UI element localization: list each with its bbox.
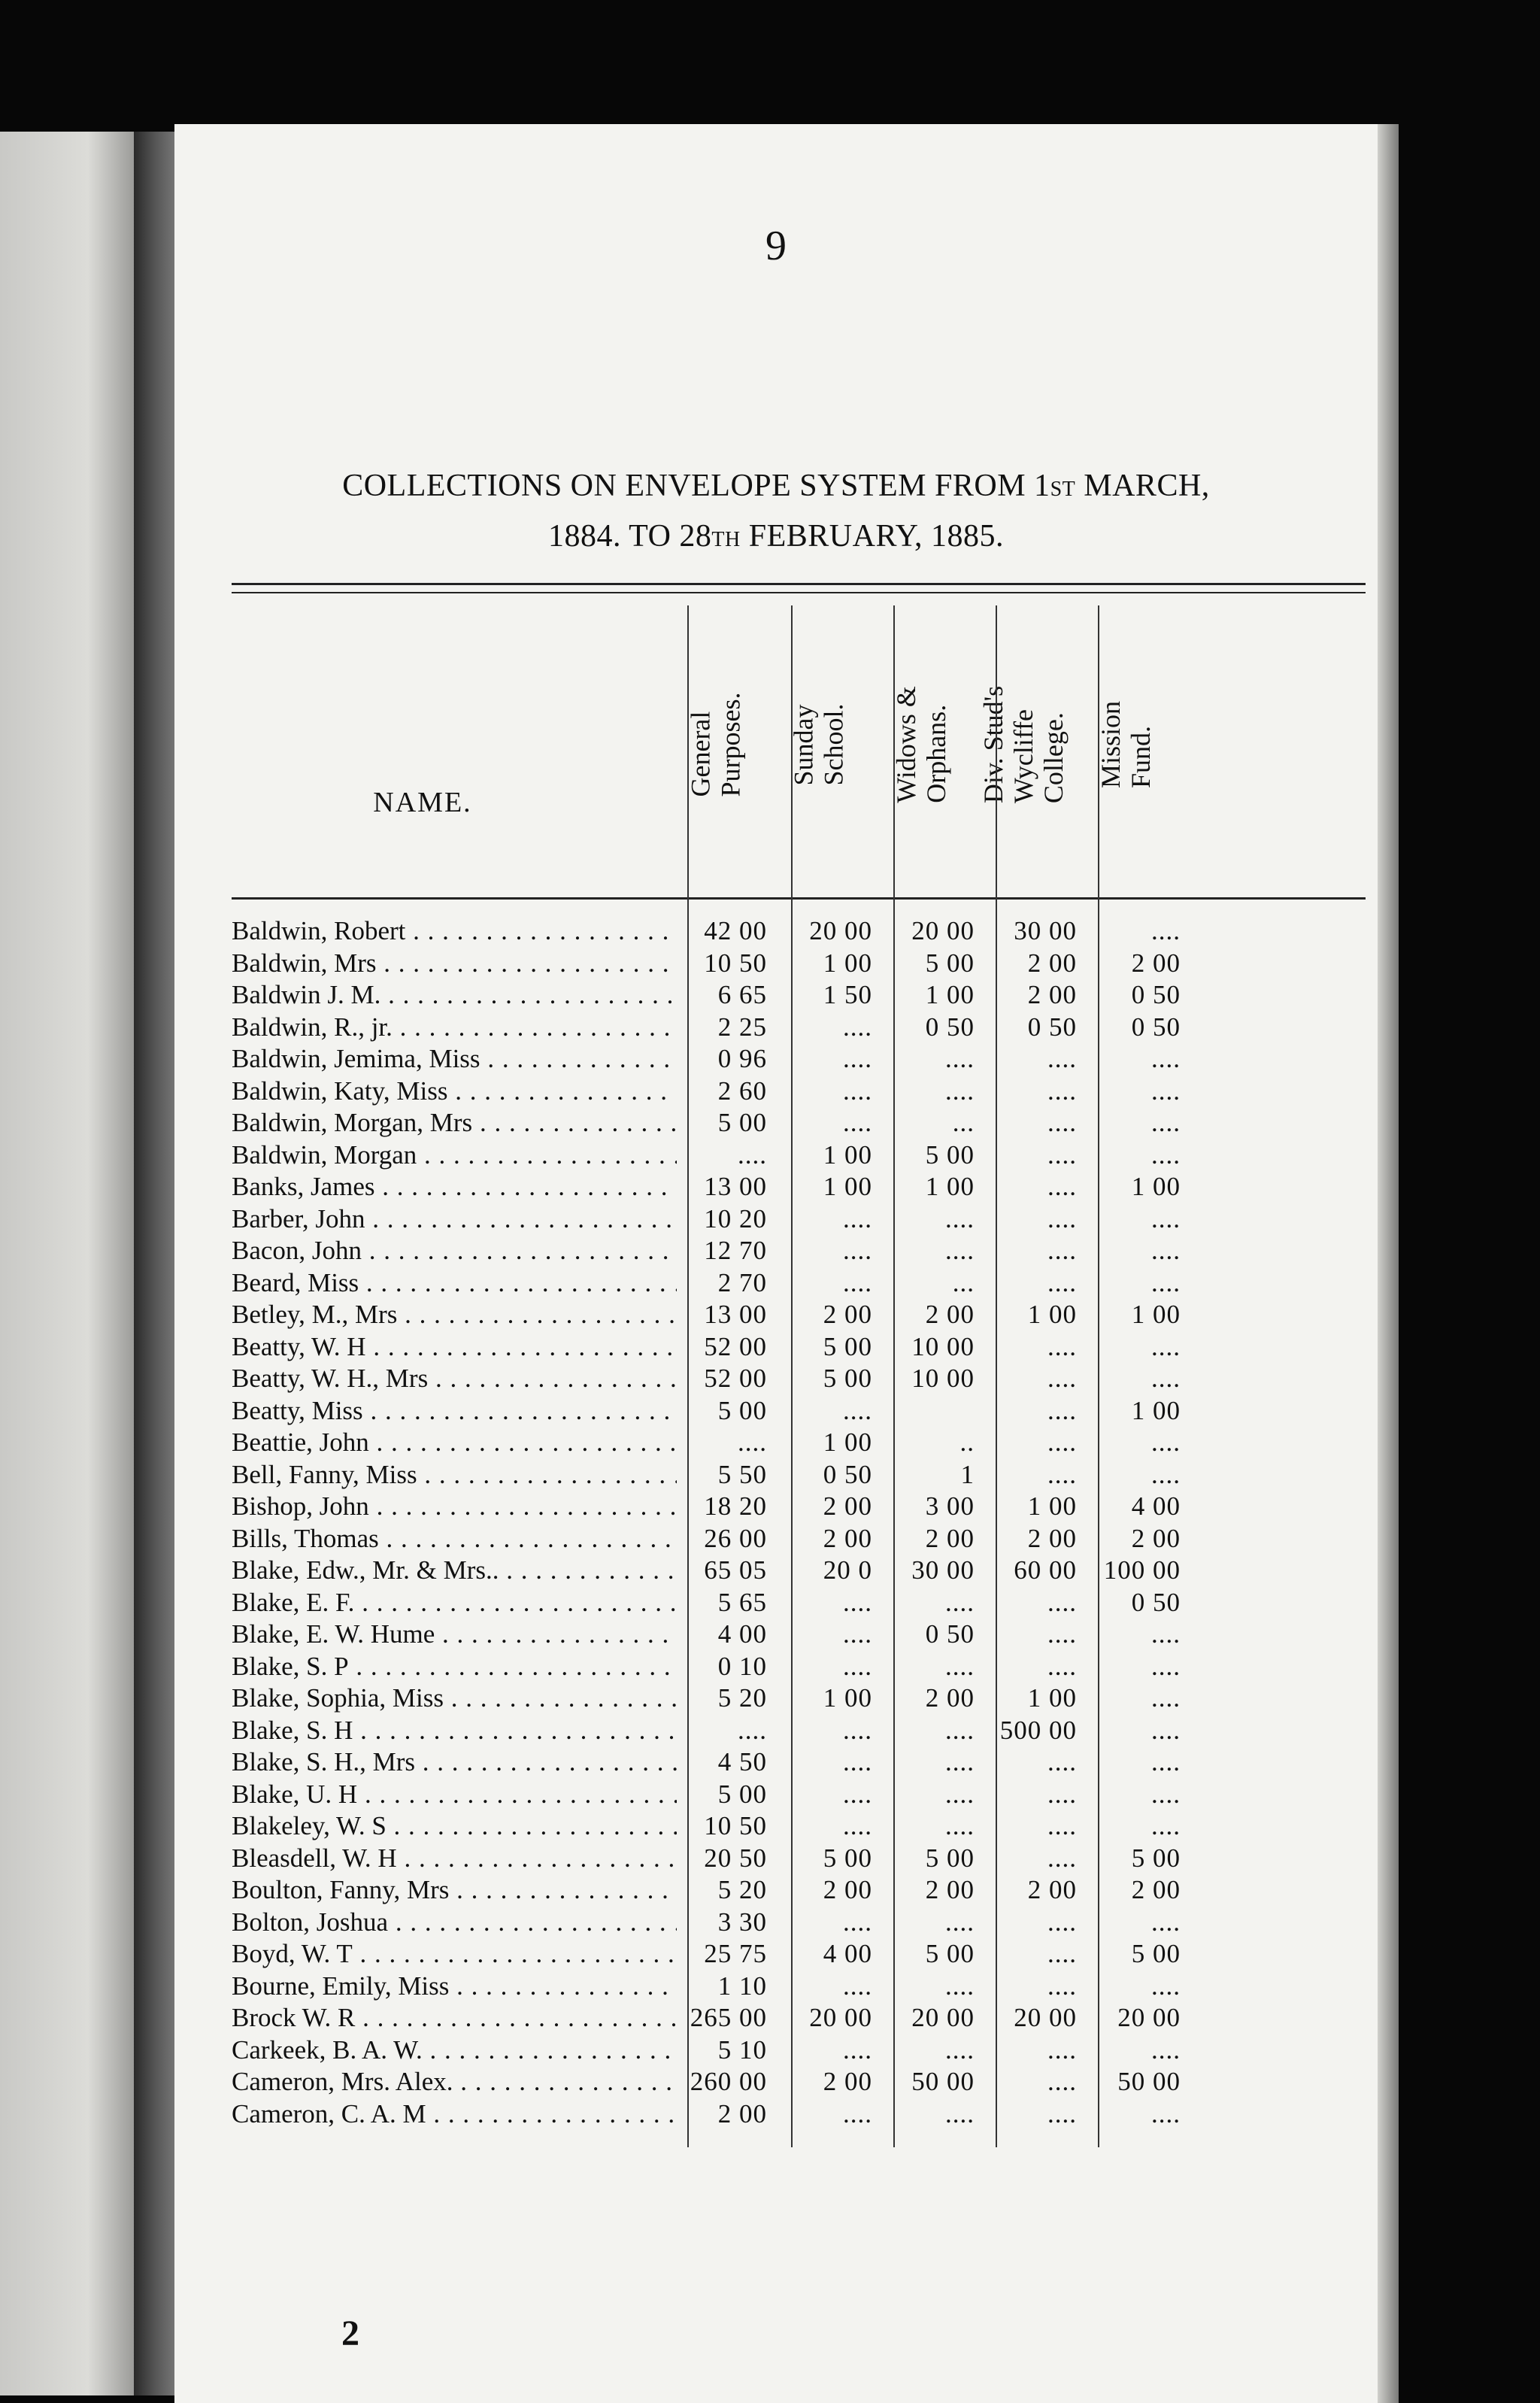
amount-general: 2 70 <box>717 1267 767 1297</box>
contributor-name: Cameron, Mrs. Alex. . . . <box>232 2066 677 2098</box>
table-row <box>232 1843 1367 1875</box>
table-row <box>232 2034 1367 2067</box>
title-line-2: 1884. TO 28TH FEBRUARY, 1885. <box>547 519 1005 554</box>
amount-divstud: 1 00 <box>1027 1683 1077 1713</box>
amount-widows: 2 00 <box>925 1523 975 1553</box>
amount-general: 18 20 <box>704 1491 767 1521</box>
contributor-name: Carkeek, B. A. W. . . . <box>232 2034 677 2067</box>
amount-sunday: 5 00 <box>823 1364 872 1393</box>
amount-sunday: .... <box>843 1651 872 1681</box>
amount-divstud: 2 00 <box>1027 980 1077 1009</box>
table-row <box>232 2066 1367 2098</box>
table-row <box>232 1715 1367 1747</box>
amount-sunday: 2 00 <box>823 1300 872 1329</box>
amount-sunday: .... <box>843 1779 872 1809</box>
amount-mission: .... <box>1151 1683 1181 1713</box>
amount-general: 0 10 <box>717 1651 767 1681</box>
amount-general: 3 30 <box>717 1907 767 1937</box>
amount-sunday: .... <box>843 1076 872 1106</box>
amount-widows: 5 00 <box>925 1843 975 1873</box>
amount-sunday: .... <box>843 1108 872 1137</box>
table-row <box>232 1746 1367 1779</box>
amount-widows: 5 00 <box>925 1139 975 1170</box>
table-top-rule-2 <box>232 592 1366 593</box>
amount-mission: 5 00 <box>1131 1939 1181 1968</box>
amount-mission: 50 00 <box>1117 2067 1181 2096</box>
amount-sunday: 0 50 <box>823 1459 872 1489</box>
amount-divstud: 0 50 <box>1027 1012 1077 1042</box>
amount-divstud: .... <box>1047 1811 1077 1840</box>
table-row <box>232 1874 1367 1907</box>
amount-mission: .... <box>1151 2098 1181 2128</box>
amount-widows: .... <box>945 2098 975 2128</box>
amount-widows: .... <box>945 1587 975 1617</box>
amount-widows: .... <box>945 1779 975 1809</box>
amount-general: 10 50 <box>704 1811 767 1840</box>
amount-widows: 30 00 <box>911 1555 975 1585</box>
amount-mission: .... <box>1151 1971 1181 2001</box>
amount-general: 20 50 <box>704 1843 767 1873</box>
contributor-name: Baldwin, Morgan . . . <box>232 1139 677 1172</box>
amount-mission: 0 50 <box>1131 980 1181 1009</box>
contributor-name: Blake, U. H . . . <box>232 1779 677 1811</box>
contributor-name: Blake, S. H., Mrs . . . <box>232 1746 677 1779</box>
amount-general: .... <box>738 1715 767 1745</box>
contributor-name: Blake, E. W. Hume . . . <box>232 1619 677 1651</box>
table-row <box>232 1043 1367 1076</box>
amount-mission: .... <box>1151 1907 1181 1937</box>
amount-widows: 20 00 <box>911 916 975 945</box>
column-header-mission-fund: Mission Fund. <box>1095 700 1156 789</box>
amount-widows: 5 00 <box>925 1939 975 1968</box>
amount-mission: 0 50 <box>1131 1587 1181 1617</box>
table-row <box>232 1682 1367 1715</box>
amount-mission: 5 00 <box>1131 1843 1181 1873</box>
amount-divstud: .... <box>1047 1076 1077 1106</box>
amount-divstud: .... <box>1047 1236 1077 1265</box>
amount-divstud: .... <box>1047 1395 1077 1425</box>
amount-general: 5 00 <box>717 1779 767 1809</box>
amount-divstud: .... <box>1047 2034 1077 2065</box>
amount-general: 5 00 <box>717 1395 767 1425</box>
amount-divstud: 1 00 <box>1027 1300 1077 1329</box>
contributor-name: Bishop, John . . . <box>232 1491 677 1523</box>
amount-sunday: .... <box>843 1747 872 1776</box>
amount-widows: 2 00 <box>925 1300 975 1329</box>
contributor-name: Blake, Sophia, Miss . . . <box>232 1682 677 1715</box>
contributor-name: Bacon, John . . . <box>232 1235 677 1267</box>
amount-widows: .... <box>945 2034 975 2065</box>
amount-widows: .. <box>959 1428 975 1457</box>
amount-mission: .... <box>1151 1459 1181 1489</box>
amount-widows: 3 00 <box>925 1491 975 1521</box>
amount-general: 26 00 <box>704 1523 767 1553</box>
amount-divstud: .... <box>1047 1971 1077 2001</box>
amount-general: 4 00 <box>717 1619 767 1649</box>
amount-mission: .... <box>1151 1747 1181 1776</box>
amount-sunday: 1 00 <box>823 1683 872 1713</box>
amount-mission: 2 00 <box>1131 1523 1181 1553</box>
contributor-name: Bourne, Emily, Miss . . . <box>232 1971 677 2003</box>
amount-mission: .... <box>1151 2034 1181 2065</box>
amount-mission: .... <box>1151 1203 1181 1233</box>
table-row <box>232 1235 1367 1267</box>
contributor-name: Cameron, C. A. M . . . <box>232 2098 677 2131</box>
amount-general: 5 20 <box>717 1683 767 1713</box>
amount-general: 2 60 <box>717 1076 767 1106</box>
amount-general: 1 10 <box>717 1971 767 2001</box>
contributor-name: Beatty, W. H . . . <box>232 1331 677 1364</box>
amount-general: 5 10 <box>717 2034 767 2065</box>
amount-mission: 1 00 <box>1131 1300 1181 1329</box>
amount-sunday: .... <box>843 1236 872 1265</box>
table-row <box>232 1555 1367 1587</box>
amount-sunday: 20 00 <box>809 916 872 945</box>
amount-mission: .... <box>1151 1428 1181 1457</box>
amount-widows: 0 50 <box>925 1619 975 1649</box>
amount-general: 5 20 <box>717 1875 767 1904</box>
amount-general: 4 50 <box>717 1747 767 1776</box>
amount-general: 42 00 <box>704 916 767 945</box>
amount-sunday: 1 00 <box>823 948 872 978</box>
amount-general: .... <box>738 1428 767 1457</box>
contributor-name: Blake, S. H . . . <box>232 1715 677 1747</box>
amount-mission: .... <box>1151 1267 1181 1297</box>
amount-mission: .... <box>1151 1364 1181 1393</box>
contributor-name: Barber, John . . . <box>232 1203 677 1236</box>
amount-divstud: .... <box>1047 1587 1077 1617</box>
amount-widows: 0 50 <box>925 1012 975 1042</box>
amount-general: 25 75 <box>704 1939 767 1968</box>
amount-sunday: .... <box>843 1395 872 1425</box>
table-row <box>232 979 1367 1012</box>
table-row <box>232 915 1367 948</box>
amount-mission: 100 00 <box>1103 1555 1181 1585</box>
amount-general: 65 05 <box>704 1555 767 1585</box>
table-row <box>232 1427 1367 1459</box>
amount-divstud: 30 00 <box>1014 916 1077 945</box>
amount-general: 6 65 <box>717 980 767 1009</box>
amount-widows: .... <box>945 1076 975 1106</box>
table-row <box>232 1299 1367 1331</box>
amount-widows: 2 00 <box>925 1875 975 1904</box>
amount-divstud: .... <box>1047 2098 1077 2128</box>
amount-general: 10 50 <box>704 948 767 978</box>
contributor-name: Baldwin, Robert . . . <box>232 915 677 948</box>
amount-general: 5 65 <box>717 1587 767 1617</box>
contributor-name: Baldwin, Katy, Miss . . . <box>232 1076 677 1108</box>
amount-divstud: .... <box>1047 1203 1077 1233</box>
contributor-name: Baldwin, R., jr. . . . <box>232 1012 677 1044</box>
amount-sunday: 2 00 <box>823 2067 872 2096</box>
column-header-div-studs-wycliffe-college: Div. Stud's Wycliffe College. <box>978 685 1069 804</box>
column-header-sunday-school: Sunday School. <box>788 703 849 786</box>
amount-mission: .... <box>1151 1715 1181 1745</box>
amount-sunday: 2 00 <box>823 1491 872 1521</box>
table-row <box>232 1139 1367 1172</box>
amount-sunday: .... <box>843 1203 872 1233</box>
amount-divstud: .... <box>1047 2067 1077 2096</box>
contributor-name: Beattie, John . . . <box>232 1427 677 1459</box>
table-row <box>232 1491 1367 1523</box>
amount-divstud: .... <box>1047 1651 1077 1681</box>
table-row <box>232 1203 1367 1236</box>
amount-widows: .... <box>945 1747 975 1776</box>
contributor-name: Boulton, Fanny, Mrs . . . <box>232 1874 677 1907</box>
amount-widows: .... <box>945 1907 975 1937</box>
amount-sunday: 1 50 <box>823 980 872 1009</box>
left-facing-page <box>0 132 147 2395</box>
amount-widows: 10 00 <box>911 1364 975 1393</box>
amount-widows: ... <box>952 1267 975 1297</box>
table-row <box>232 1810 1367 1843</box>
amount-widows: .... <box>945 1715 975 1745</box>
table-row <box>232 1331 1367 1364</box>
table-row <box>232 1523 1367 1555</box>
amount-widows: 50 00 <box>911 2067 975 2096</box>
contributor-name: Beard, Miss . . . <box>232 1267 677 1300</box>
amount-mission: .... <box>1151 1619 1181 1649</box>
column-header-name: NAME. <box>373 787 472 818</box>
amount-divstud: 60 00 <box>1014 1555 1077 1585</box>
amount-sunday: 4 00 <box>823 1939 872 1968</box>
amount-widows: .... <box>945 1203 975 1233</box>
amount-general: 2 25 <box>717 1012 767 1042</box>
amount-general: 2 00 <box>717 2098 767 2128</box>
amount-sunday: 20 00 <box>809 2003 872 2032</box>
table-row <box>232 1651 1367 1683</box>
table-row <box>232 1938 1367 1971</box>
amount-general: 52 00 <box>704 1364 767 1393</box>
table-row <box>232 1107 1367 1139</box>
amount-mission: .... <box>1151 1139 1181 1170</box>
amount-sunday: .... <box>843 1044 872 1073</box>
table-row <box>232 1619 1367 1651</box>
amount-general: 52 00 <box>704 1331 767 1361</box>
table-row <box>232 1779 1367 1811</box>
contributor-name: Baldwin, Mrs . . . <box>232 948 677 980</box>
amount-widows: 1 00 <box>925 1172 975 1201</box>
amount-widows: .... <box>945 1811 975 1840</box>
table-row <box>232 1171 1367 1203</box>
column-header-widows-orphans: Widows & Orphans. <box>891 686 951 803</box>
amount-mission: .... <box>1151 1811 1181 1840</box>
amount-general: 265 00 <box>690 2003 767 2032</box>
amount-sunday: 1 00 <box>823 1172 872 1201</box>
amount-divstud: .... <box>1047 1939 1077 1968</box>
amount-mission: .... <box>1151 1076 1181 1106</box>
table-row <box>232 1907 1367 1939</box>
page-number: 9 <box>765 223 787 269</box>
amount-sunday: 2 00 <box>823 1875 872 1904</box>
table-row <box>232 1076 1367 1108</box>
collections-table-body <box>232 915 1367 2130</box>
amount-divstud: .... <box>1047 1459 1077 1489</box>
contributor-name: Baldwin J. M. . . . <box>232 979 677 1012</box>
contributor-name: Bills, Thomas . . . <box>232 1523 677 1555</box>
amount-divstud: 2 00 <box>1027 1523 1077 1553</box>
page-title <box>220 463 1332 563</box>
amount-mission: .... <box>1151 1236 1181 1265</box>
amount-divstud: 500 00 <box>999 1715 1077 1745</box>
book-spine <box>134 132 176 2395</box>
amount-divstud: .... <box>1047 1364 1077 1393</box>
amount-widows: 10 00 <box>911 1331 975 1361</box>
amount-divstud: .... <box>1047 1747 1077 1776</box>
amount-divstud: 20 00 <box>1014 2003 1077 2032</box>
amount-divstud: .... <box>1047 1428 1077 1457</box>
amount-divstud: .... <box>1047 1779 1077 1809</box>
amount-widows: 2 00 <box>925 1683 975 1713</box>
amount-sunday: .... <box>843 2034 872 2065</box>
contributor-name: Baldwin, Jemima, Miss . . . <box>232 1043 677 1076</box>
amount-sunday: .... <box>843 1619 872 1649</box>
contributor-name: Beatty, Miss . . . <box>232 1395 677 1428</box>
amount-widows: 5 00 <box>925 948 975 978</box>
amount-sunday: 1 00 <box>823 1139 872 1170</box>
amount-divstud: .... <box>1047 1267 1077 1297</box>
amount-sunday: .... <box>843 1971 872 2001</box>
amount-divstud: 1 00 <box>1027 1491 1077 1521</box>
amount-divstud: .... <box>1047 1331 1077 1361</box>
contributor-name: Blake, S. P . . . <box>232 1651 677 1683</box>
amount-sunday: .... <box>843 1267 872 1297</box>
table-row <box>232 948 1367 980</box>
amount-general: 0 96 <box>717 1044 767 1073</box>
amount-general: 13 00 <box>704 1300 767 1329</box>
amount-sunday: .... <box>843 1587 872 1617</box>
amount-widows: .... <box>945 1651 975 1681</box>
amount-divstud: .... <box>1047 1172 1077 1201</box>
amount-sunday: 20 0 <box>823 1555 872 1585</box>
amount-sunday: 2 00 <box>823 1523 872 1553</box>
amount-divstud: .... <box>1047 1907 1077 1937</box>
contributor-name: Banks, James . . . <box>232 1171 677 1203</box>
amount-mission: 0 50 <box>1131 1012 1181 1042</box>
table-row <box>232 1363 1367 1395</box>
amount-divstud: .... <box>1047 1139 1077 1170</box>
amount-general: 10 20 <box>704 1203 767 1233</box>
amount-widows: 1 <box>960 1459 975 1489</box>
amount-mission: .... <box>1151 1651 1181 1681</box>
contributor-name: Bleasdell, W. H . . . <box>232 1843 677 1875</box>
amount-mission: .... <box>1151 1779 1181 1809</box>
contributor-name: Bolton, Joshua . . . <box>232 1907 677 1939</box>
table-row <box>232 2098 1367 2131</box>
amount-widows: 1 00 <box>925 980 975 1009</box>
amount-mission: 2 00 <box>1131 1875 1181 1904</box>
signature-mark: 2 <box>341 2313 359 2353</box>
amount-sunday: .... <box>843 2098 872 2128</box>
amount-divstud: .... <box>1047 1108 1077 1137</box>
amount-sunday: 1 00 <box>823 1428 872 1457</box>
amount-general: .... <box>738 1139 767 1170</box>
contributor-name: Blake, E. F. . . . <box>232 1587 677 1619</box>
amount-widows: .... <box>945 1971 975 2001</box>
amount-widows: .... <box>945 1236 975 1265</box>
table-row <box>232 1012 1367 1044</box>
amount-general: 5 00 <box>717 1108 767 1137</box>
amount-sunday: .... <box>843 1012 872 1042</box>
amount-mission: 4 00 <box>1131 1491 1181 1521</box>
table-top-rule <box>232 583 1366 585</box>
amount-widows: 20 00 <box>911 2003 975 2032</box>
amount-general: 5 50 <box>717 1459 767 1489</box>
amount-widows: .... <box>945 1044 975 1073</box>
table-row <box>232 1971 1367 2003</box>
amount-divstud: .... <box>1047 1619 1077 1649</box>
table-row <box>232 1459 1367 1491</box>
amount-mission: .... <box>1151 1331 1181 1361</box>
table-row <box>232 2002 1367 2034</box>
contributor-name: Beatty, W. H., Mrs . . . <box>232 1363 677 1395</box>
contributor-name: Blake, Edw., Mr. & Mrs.. . . . <box>232 1555 677 1587</box>
table-row <box>232 1587 1367 1619</box>
amount-widows: ... <box>952 1108 975 1137</box>
contributor-name: Bell, Fanny, Miss . . . <box>232 1459 677 1491</box>
amount-divstud: .... <box>1047 1044 1077 1073</box>
amount-sunday: .... <box>843 1715 872 1745</box>
table-row <box>232 1267 1367 1300</box>
amount-sunday: .... <box>843 1907 872 1937</box>
column-header-general-purposes: General Purposes. <box>685 692 746 797</box>
amount-divstud: 2 00 <box>1027 1875 1077 1904</box>
amount-sunday: 5 00 <box>823 1331 872 1361</box>
amount-mission: 20 00 <box>1117 2003 1181 2032</box>
amount-mission: 1 00 <box>1131 1172 1181 1201</box>
amount-divstud: 2 00 <box>1027 948 1077 978</box>
title-line-1: COLLECTIONS ON ENVELOPE SYSTEM FROM 1ST MARCH, <box>342 469 1210 503</box>
amount-sunday: 5 00 <box>823 1843 872 1873</box>
amount-divstud: .... <box>1047 1843 1077 1873</box>
contributor-name: Baldwin, Morgan, Mrs . . . <box>232 1107 677 1139</box>
contributor-name: Blakeley, W. S . . . <box>232 1810 677 1843</box>
header-bottom-rule <box>232 897 1366 900</box>
document-page <box>174 124 1378 2403</box>
amount-mission: 1 00 <box>1131 1395 1181 1425</box>
amount-sunday: .... <box>843 1811 872 1840</box>
contributor-name: Brock W. R . . . <box>232 2002 677 2034</box>
table-row <box>232 1395 1367 1428</box>
amount-general: 12 70 <box>704 1236 767 1265</box>
amount-mission: .... <box>1151 1108 1181 1137</box>
contributor-name: Boyd, W. T . . . <box>232 1938 677 1971</box>
amount-mission: .... <box>1151 1044 1181 1073</box>
amount-general: 260 00 <box>690 2067 767 2096</box>
amount-general: 13 00 <box>704 1172 767 1201</box>
amount-mission: 2 00 <box>1131 948 1181 978</box>
page-edge <box>1378 124 1399 2403</box>
contributor-name: Betley, M., Mrs . . . <box>232 1299 677 1331</box>
amount-mission: .... <box>1151 916 1181 945</box>
